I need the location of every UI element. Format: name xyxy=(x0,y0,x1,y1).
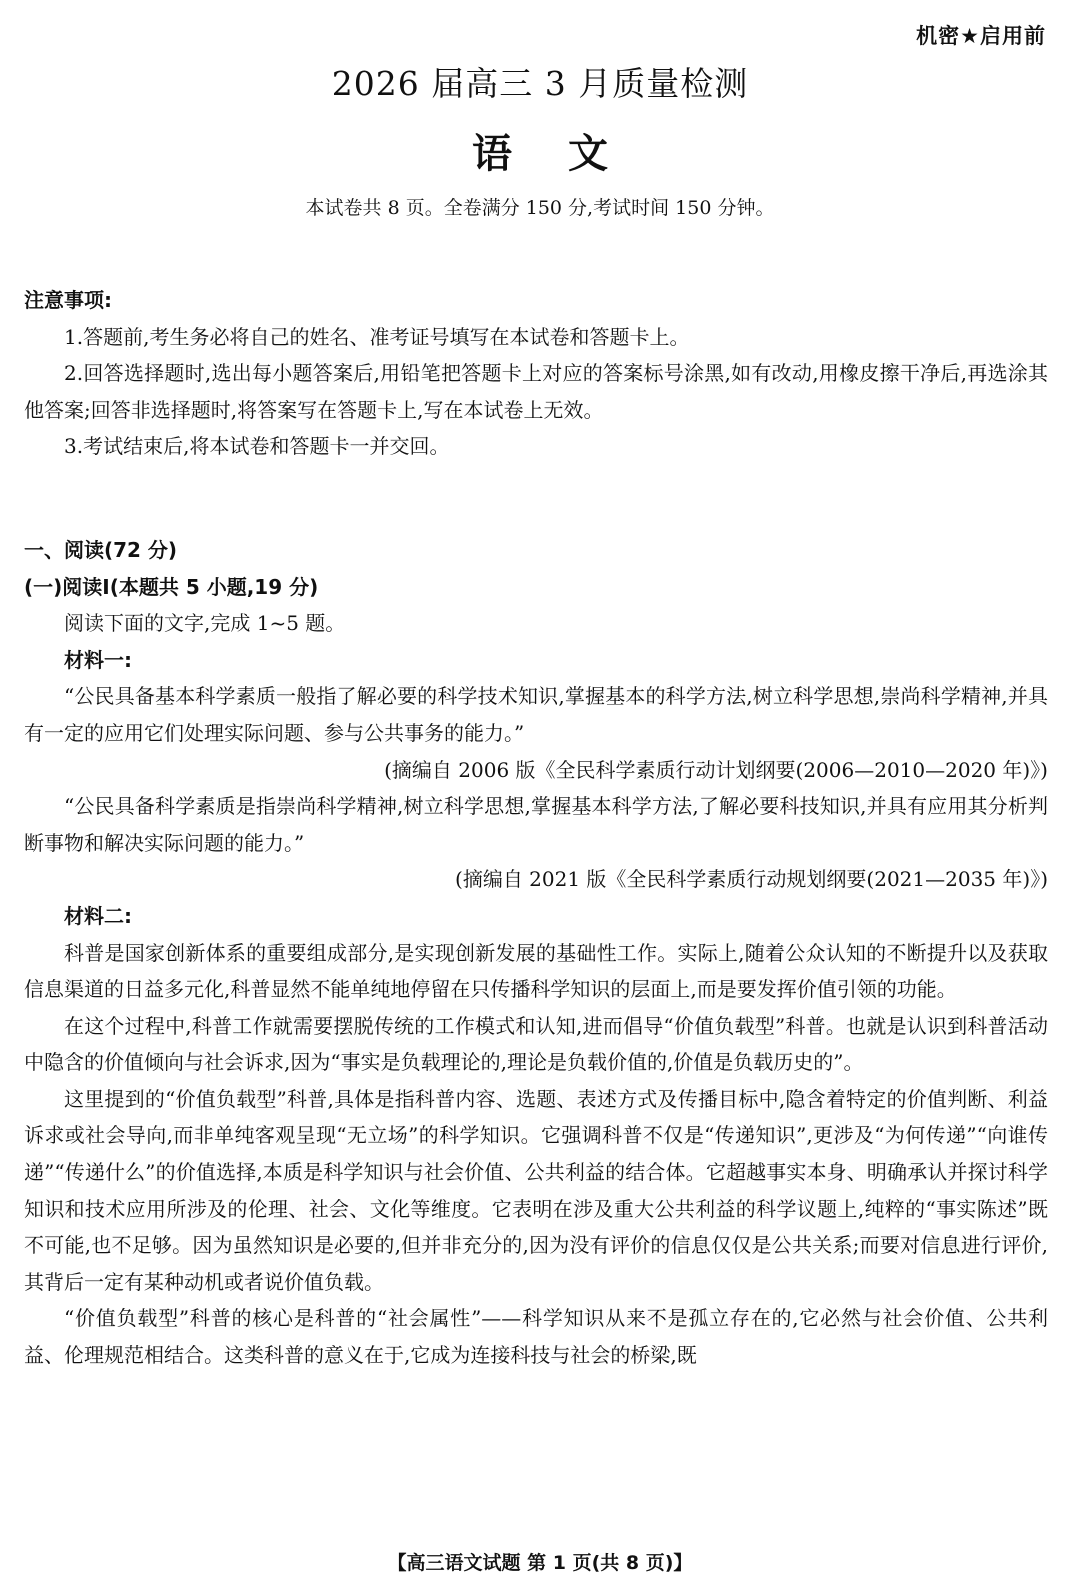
material-one-source: (摘编自 2006 版《全民科学素质行动计划纲要(2006—2010—2020 年)》) xyxy=(384,757,1048,782)
subject-title: 语文 xyxy=(472,130,664,177)
notice-title: 注意事项: xyxy=(24,288,112,312)
exam-intro: 本试卷共 8 页。全卷满分 150 分,考试时间 150 分钟。 xyxy=(305,197,775,219)
section-title: 一、阅读(72 分) xyxy=(24,537,178,562)
section-instruction: 阅读下面的文字,完成 1~5 题。 xyxy=(64,611,346,636)
material-two-label: 材料二: xyxy=(64,903,132,928)
section-subtitle: (一)阅读Ⅰ(本题共 5 小题,19 分) xyxy=(24,574,319,599)
confidential-label: 机密★启用前 xyxy=(916,24,1046,48)
notice-item: 3.考试结束后,将本试卷和答题卡一并交回。 xyxy=(64,434,450,459)
material-one-label: 材料一: xyxy=(64,647,132,672)
notice-item: 1.答题前,考生务必将自己的姓名、准考证号填写在本试卷和答题卡上。 xyxy=(64,324,690,349)
notice-item: 2.回答选择题时,选出每小题答案后,用铅笔把答题卡上对应的答案标号涂黑,如有改动,用橡皮擦干净后,再选涂其他答案;回答非选择题时,将答案写在答题卡上,写在本试卷上无效。 xyxy=(24,361,1048,422)
material-one-quote: “公民具备基本科学素质一般指了解必要的科学技术知识,掌握基本的科学方法,树立科学思想,崇尚科学精神,并具有一定的应用它们处理实际问题、参与公共事务的能力。” xyxy=(24,684,1048,745)
material-one-quote: “公民具备科学素质是指崇尚科学精神,树立科学思想,掌握基本科学方法,了解必要科技知识,并具有应用其分析判断事物和解决实际问题的能力。” xyxy=(24,794,1048,855)
material-two-paragraph: “价值负载型”科普的核心是科普的“社会属性”——科学知识从来不是孤立存在的,它必然与社会价值、公共利益、伦理规范相结合。这类科普的意义在于,它成为连接科技与社会的桥梁,既 xyxy=(24,1306,1048,1368)
material-two-paragraph: 科普是国家创新体系的重要组成部分,是实现创新发展的基础性工作。实际上,随着公众认知的不断提升以及获取信息渠道的日益多元化,科普显然不能单纯地停留在只传播科学知识的层面上,而是要发挥价值引领的功能。 xyxy=(24,940,1048,1002)
spacer xyxy=(24,465,1048,532)
exam-content xyxy=(24,282,1048,1374)
material-two-paragraph: 这里提到的“价值负载型”科普,具体是指科普内容、选题、表述方式及传播目标中,隐含着特定的价值判断、利益诉求或社会导向,而非单纯客观呈现“无立场”的科学知识。它强调科普不仅是“传递知识”,更涉及“为何传递”“向谁传递”“传递什么”的价值选择,本质是科学知识与社会价值、公共利益的结合体。它超越事实本身、明确承认并探讨科学知识和技术应用所涉及的伦理、社会、文化等维度。它表明在涉及重大公共利益的科学议题上,纯粹的“事实陈述”既不可能,也不足够。因为虽然知识是必要的,但并非充分的,因为没有评价的信息仅仅是公共关系;而要对信息进行评价,其背后一定有某种动机或者说价值负载。 xyxy=(24,1086,1048,1294)
material-two-paragraph: 在这个过程中,科普工作就需要摆脱传统的工作模式和认知,进而倡导“价值负载型”科普。也就是认识到科普活动中隐含的价值倾向与社会诉求,因为“事实是负载理论的,理论是负载价值的,价值是负载历史的”。 xyxy=(24,1013,1048,1075)
page-footer: 【高三语文试题 第 1 页(共 8 页)】 xyxy=(387,1552,693,1574)
material-one-source: (摘编自 2021 版《全民科学素质行动规划纲要(2021—2035 年)》) xyxy=(455,867,1048,892)
exam-title: 2026 届高三 3 月质量检测 xyxy=(331,64,749,103)
